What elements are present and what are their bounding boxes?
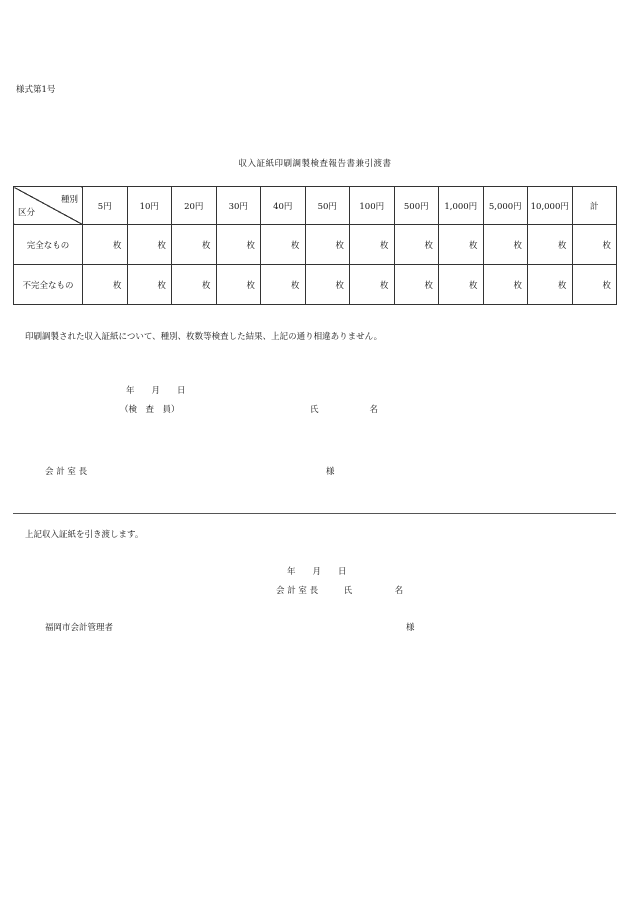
count-cell: 枚 bbox=[439, 225, 484, 265]
count-cell: 枚 bbox=[350, 265, 395, 305]
count-cell: 枚 bbox=[261, 225, 306, 265]
count-cell: 枚 bbox=[305, 265, 350, 305]
fukuoka-accounting-manager-label: 福岡市会計管理者 bbox=[45, 623, 114, 633]
count-cell-total: 枚 bbox=[572, 225, 617, 265]
table-row-complete bbox=[14, 225, 617, 265]
form-number: 様式第1号 bbox=[16, 85, 56, 95]
handover-signer-line: 会 計 室 長 氏 名 bbox=[276, 586, 404, 596]
inspection-date-line: 年 月 日 bbox=[126, 386, 186, 396]
denomination-40yen: 40円 bbox=[261, 187, 306, 225]
row-label-incomplete: 不完全なもの bbox=[14, 265, 83, 305]
row-label-complete: 完全なもの bbox=[14, 225, 83, 265]
denomination-5000yen: 5,000円 bbox=[483, 187, 528, 225]
count-cell: 枚 bbox=[528, 265, 573, 305]
count-cell: 枚 bbox=[83, 225, 128, 265]
count-cell: 枚 bbox=[83, 265, 128, 305]
denomination-10000yen: 10,000円 bbox=[528, 187, 573, 225]
count-cell: 枚 bbox=[127, 225, 172, 265]
count-cell: 枚 bbox=[172, 225, 217, 265]
count-cell: 枚 bbox=[394, 225, 439, 265]
count-cell: 枚 bbox=[172, 265, 217, 305]
count-cell: 枚 bbox=[216, 265, 261, 305]
denomination-100yen: 100円 bbox=[350, 187, 395, 225]
document-title: 収入証紙印刷調製検査報告書兼引渡書 bbox=[238, 159, 392, 169]
count-cell-total: 枚 bbox=[572, 265, 617, 305]
header-row bbox=[14, 187, 617, 225]
corner-cell bbox=[14, 187, 83, 225]
inspection-report-table bbox=[13, 186, 617, 305]
inspector-name-label: 氏 名 bbox=[310, 405, 379, 415]
table-row-incomplete bbox=[14, 265, 617, 305]
count-cell: 枚 bbox=[439, 265, 484, 305]
corner-label-category: 区分 bbox=[18, 208, 36, 218]
count-cell: 枚 bbox=[261, 265, 306, 305]
denomination-5yen: 5円 bbox=[83, 187, 128, 225]
section-divider bbox=[13, 513, 616, 514]
count-cell: 枚 bbox=[528, 225, 573, 265]
denomination-10yen: 10円 bbox=[127, 187, 172, 225]
corner-label-type: 種別 bbox=[60, 195, 78, 205]
honorific-label: 様 bbox=[326, 467, 335, 477]
inspector-label: （検 査 員） bbox=[120, 405, 180, 415]
count-cell: 枚 bbox=[127, 265, 172, 305]
accounting-office-chief-label: 会 計 室 長 bbox=[45, 467, 88, 477]
denomination-1000yen: 1,000円 bbox=[439, 187, 484, 225]
honorific-label-2: 様 bbox=[406, 623, 415, 633]
count-cell: 枚 bbox=[350, 225, 395, 265]
count-cell: 枚 bbox=[305, 225, 350, 265]
count-cell: 枚 bbox=[483, 265, 528, 305]
denomination-50yen: 50円 bbox=[305, 187, 350, 225]
denomination-500yen: 500円 bbox=[394, 187, 439, 225]
count-cell: 枚 bbox=[483, 225, 528, 265]
handover-statement: 上記収入証紙を引き渡します。 bbox=[25, 530, 144, 540]
certification-statement: 印刷調製された収入証紙について、種別、枚数等検査した結果、上記の通り相違ありません。 bbox=[25, 332, 383, 342]
count-cell: 枚 bbox=[394, 265, 439, 305]
denomination-30yen: 30円 bbox=[216, 187, 261, 225]
count-cell: 枚 bbox=[216, 225, 261, 265]
handover-date-line: 年 月 日 bbox=[287, 567, 347, 577]
denomination-20yen: 20円 bbox=[172, 187, 217, 225]
denomination-total: 計 bbox=[572, 187, 617, 225]
